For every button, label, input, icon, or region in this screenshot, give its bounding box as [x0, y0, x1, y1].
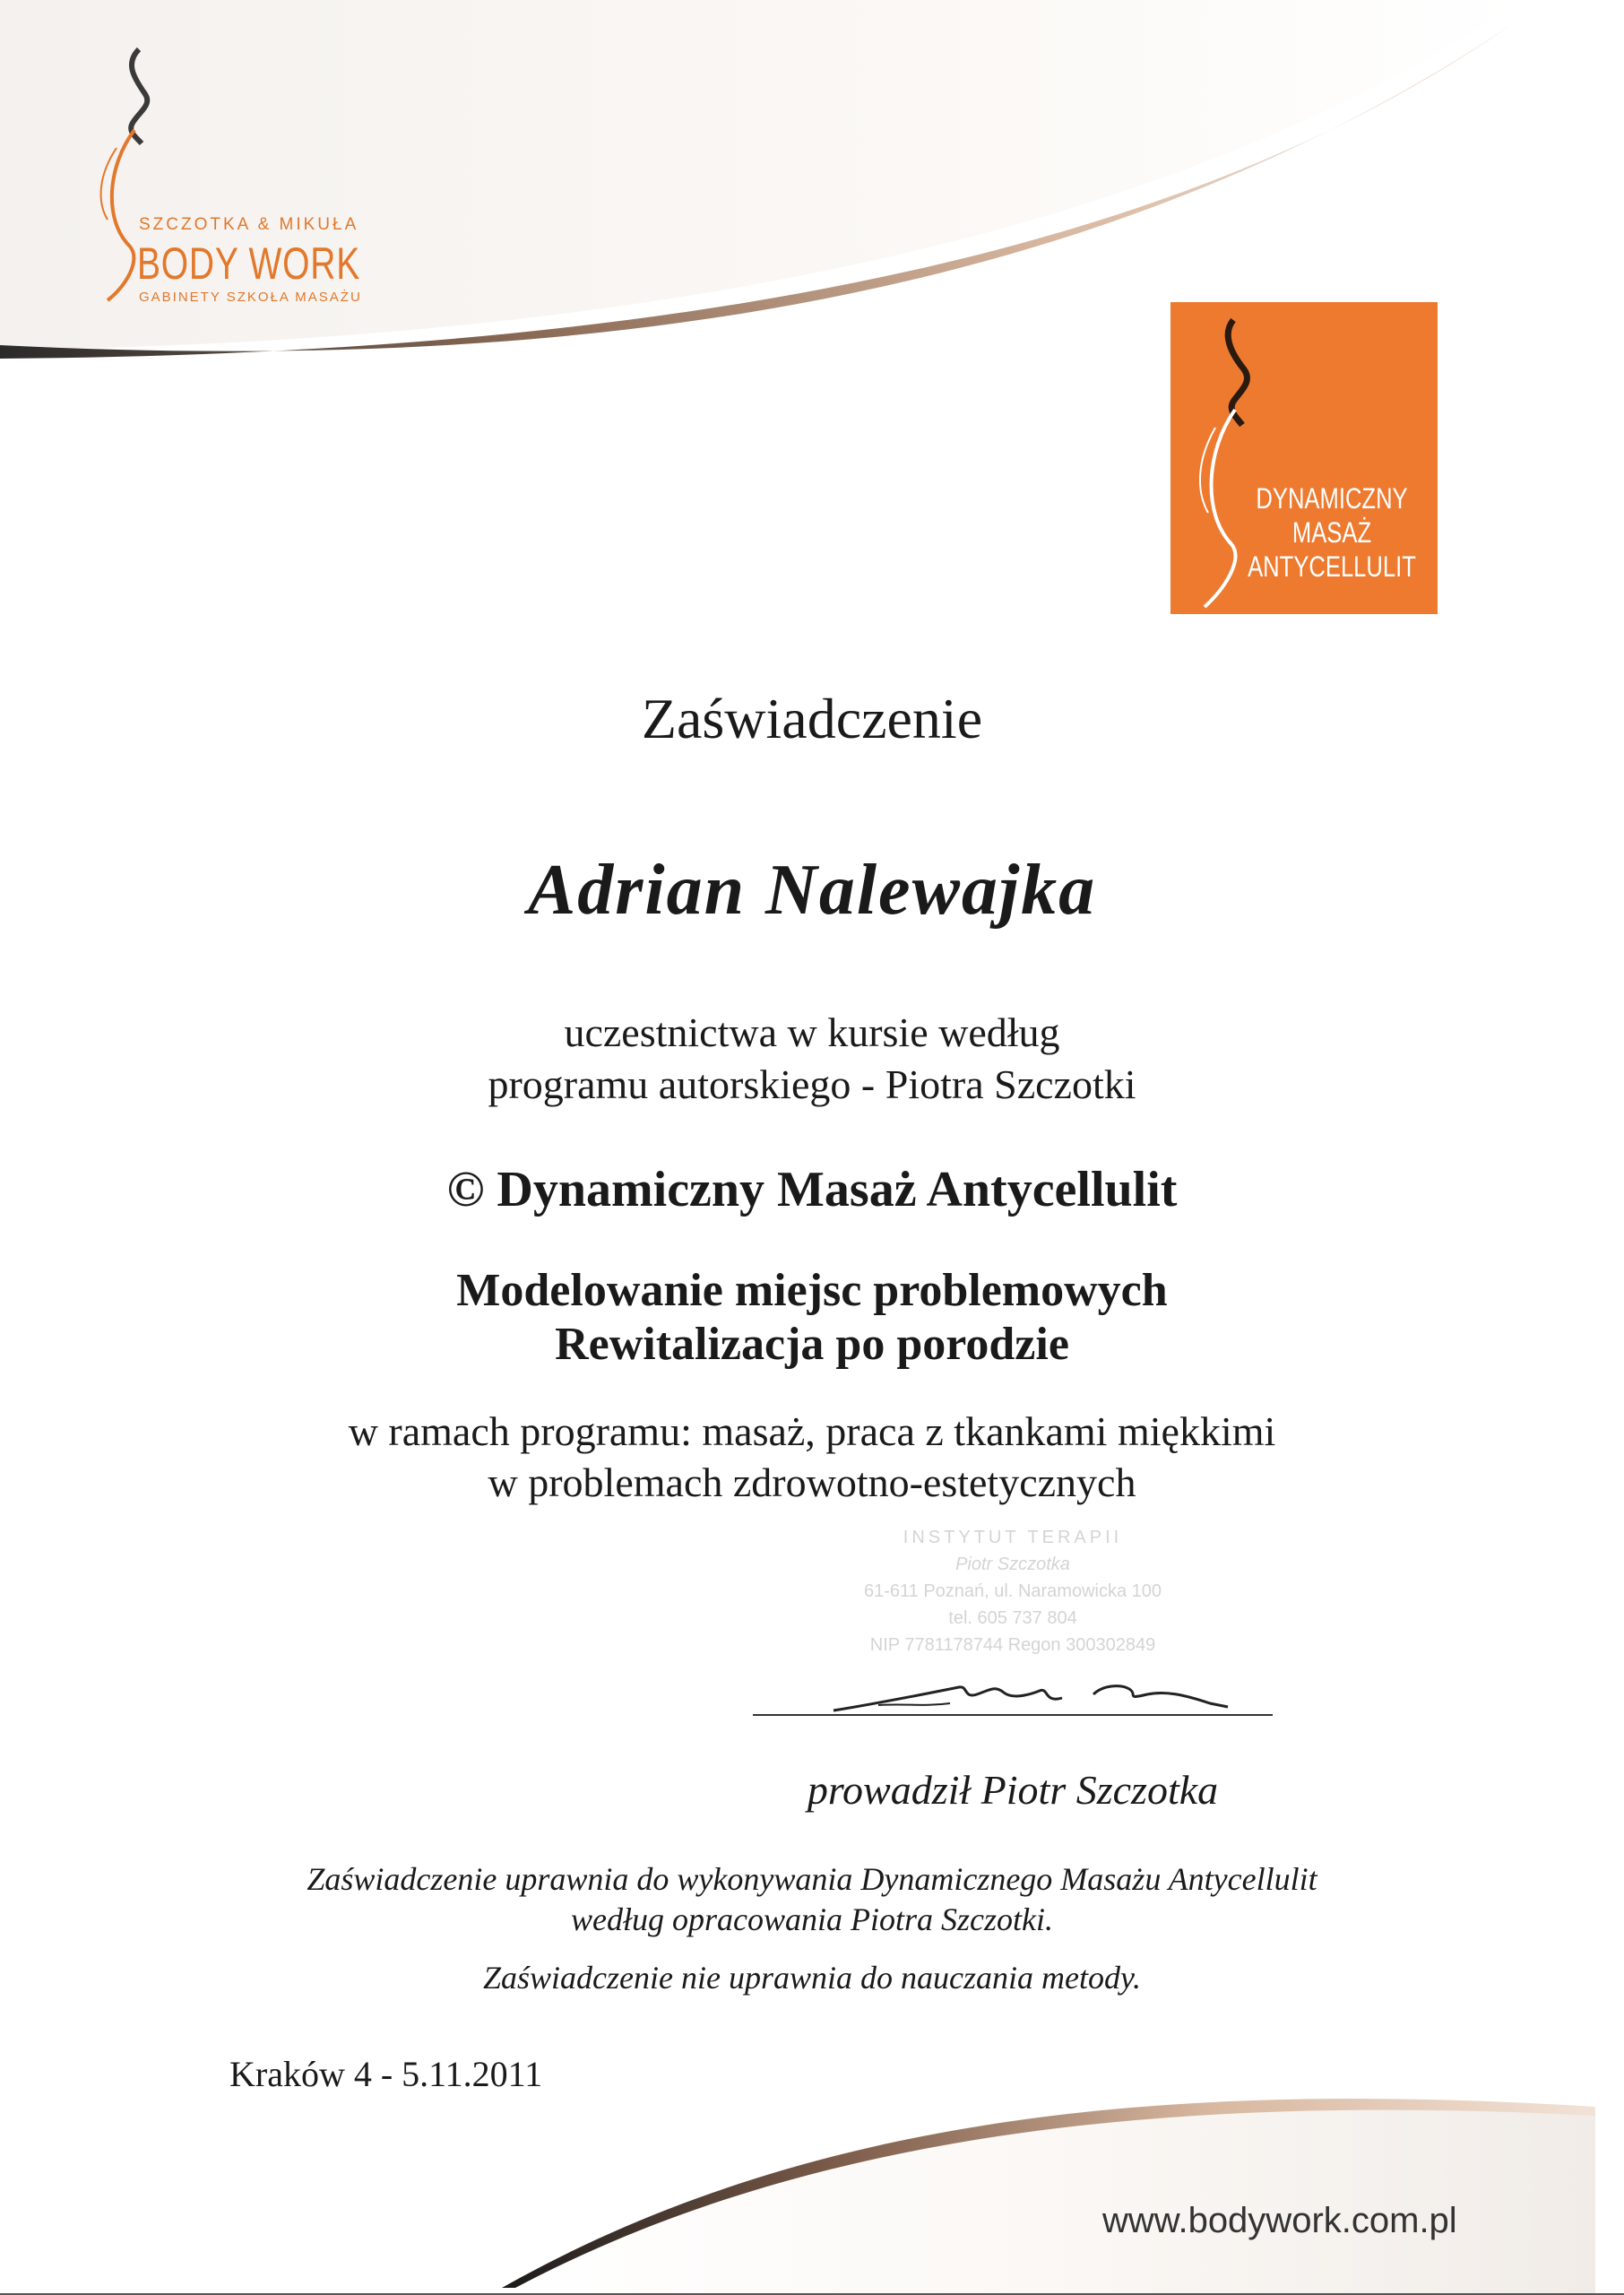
recipient-name: Adrian Nalewajka: [527, 851, 1097, 930]
issue-date: Kraków 4 - 5.11.2011: [229, 2054, 543, 2094]
logo-top-line3: GABINETY SZKOŁA MASAŻU: [139, 290, 362, 305]
course-subtitle-1: Modelowanie miejsc problemowych: [456, 1265, 1168, 1316]
participation-line-2: programu autorskiego - Piotra Szczotki: [488, 1061, 1136, 1107]
note-line-3: Zaświadczenie nie uprawnia do nauczania metody.: [483, 1960, 1141, 1996]
stamp-line-3: 61-611 Poznań, ul. Naramowicka 100: [863, 1581, 1162, 1601]
orange-box-line2: MASAŻ: [1291, 516, 1372, 549]
note-line-1: Zaświadczenie uprawnia do wykonywania Dynamicznego Masażu Antycellulit: [307, 1861, 1317, 1897]
stamp-line-5: NIP 7781178744 Regon 300302849: [869, 1635, 1156, 1655]
note-line-2: według opracowania Piotra Szczotki.: [571, 1901, 1053, 1937]
orange-box-line1: DYNAMICZNY: [1256, 482, 1408, 515]
program-line-1: w ramach programu: masaż, praca z tkankami miękkimi: [348, 1408, 1276, 1454]
participation-line-1: uczestnictwa w kursie według: [564, 1009, 1060, 1055]
program-line-2: w problemach zdrowotno-estetycznych: [488, 1459, 1136, 1505]
course-subtitle-2: Rewitalizacja po porodzie: [555, 1319, 1069, 1370]
logo-top-line1: SZCZOTKA & MIKUŁA: [139, 215, 359, 234]
stamp-line-2: Piotr Szczotka: [955, 1555, 1070, 1574]
orange-box-line3: ANTYCELLULIT: [1248, 550, 1416, 583]
signature-line: [753, 1714, 1273, 1716]
website-url: www.bodywork.com.pl: [1102, 2201, 1457, 2240]
stamp-line-1: INSTYTUT TERAPII: [903, 1528, 1123, 1547]
bottom-swoosh-decoration: [0, 2044, 1624, 2295]
led-by-text: prowadził Piotr Szczotka: [807, 1767, 1219, 1813]
body-work-logo: [85, 40, 381, 327]
stamp-line-4: tel. 605 737 804: [948, 1608, 1077, 1628]
logo-top-title: BODY WORK: [137, 238, 361, 289]
dynamiczny-masaz-logo-box: [1170, 302, 1438, 614]
handwritten-signature: [825, 1667, 1246, 1721]
certificate-title: Zaświadczenie: [641, 687, 983, 750]
course-name: © Dynamiczny Masaż Antycellulit: [446, 1162, 1178, 1217]
